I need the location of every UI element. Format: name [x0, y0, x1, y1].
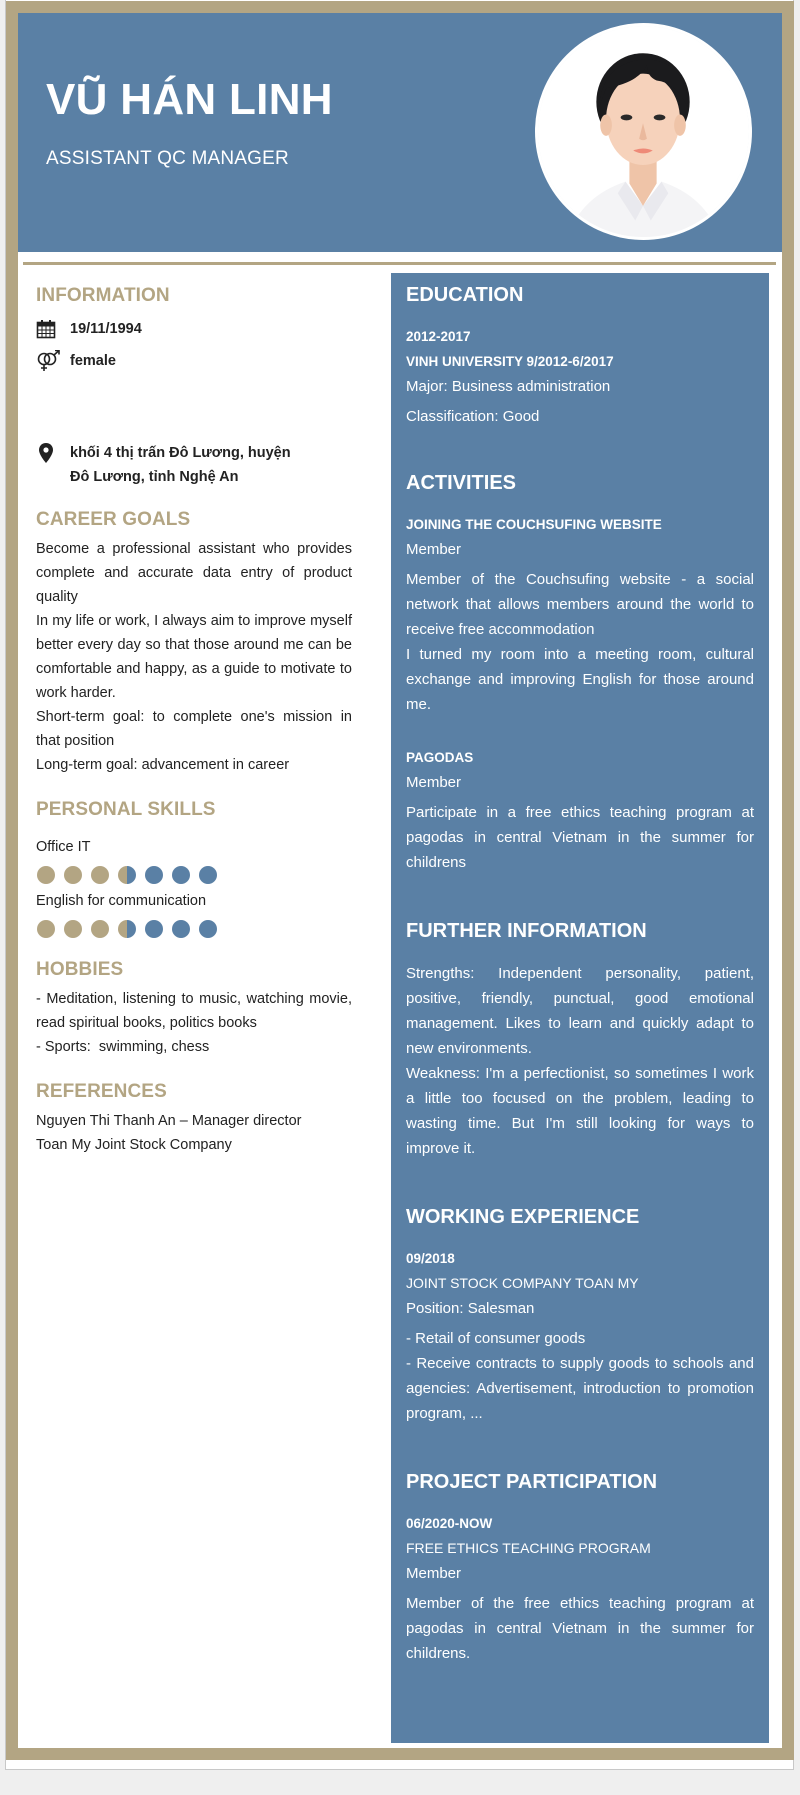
skill-label: Office IT	[36, 839, 91, 855]
section-heading-personal-skills: PERSONAL SKILLS	[36, 799, 216, 820]
work-company: JOINT STOCK COMPANY TOAN MY	[406, 1275, 639, 1291]
education-school: VINH UNIVERSITY 9/2012-6/2017	[406, 354, 614, 369]
skill-rating	[37, 865, 352, 885]
job-title: ASSISTANT QC MANAGER	[46, 148, 289, 169]
section-heading-project-participation: PROJECT PARTICIPATION	[406, 1471, 658, 1493]
section-heading-education: EDUCATION	[406, 284, 524, 306]
activity-description: Member of the Couchsufing website - a social network that allows members around the world to receive free accommodation	[406, 571, 754, 638]
birthday-row	[36, 317, 352, 341]
activity-description: I turned my room into a meeting room, cultural exchange and improving English for those around me.	[406, 646, 754, 713]
gender-icon	[36, 349, 70, 373]
section-heading-further-information: FURTHER INFORMATION	[406, 920, 647, 942]
address-value: khối 4 thị trấn Đô Lương, huyện Đô Lương, tỉnh Nghệ An	[70, 445, 291, 485]
project-name: FREE ETHICS TEACHING PROGRAM	[406, 1540, 651, 1556]
work-date: 09/2018	[406, 1251, 455, 1266]
activities-section	[406, 469, 754, 875]
work-position: Position: Salesman	[406, 1300, 535, 1317]
work-duty: - Receive contracts to supply goods to schools and agencies: Advertisement, introduction to promotion program, ...	[406, 1355, 754, 1422]
activity-role: Member	[406, 541, 462, 558]
rating-dot-filled	[91, 866, 109, 884]
further-information-section	[406, 917, 754, 1161]
candidate-name: VŨ HÁN LINH	[46, 75, 333, 124]
career-goal-line: In my life or work, I always aim to improve myself better every day so that those around me can be comfortable and happy, as a guide to motivate to work harder.	[36, 613, 352, 701]
education-period: 2012-2017	[406, 329, 471, 344]
personal-skills-section	[36, 797, 352, 939]
activity-title: PAGODAS	[406, 750, 474, 765]
career-goal-line: Short-term goal: to complete one's mission in that position	[36, 709, 352, 749]
cv-document	[6, 1, 794, 1760]
gender-value: female	[70, 353, 116, 369]
career-goal-line: Become a professional assistant who provides complete and accurate data entry of product quality	[36, 541, 352, 605]
project-participation-section	[406, 1468, 754, 1666]
rating-dot-empty	[145, 866, 163, 884]
section-heading-information: INFORMATION	[36, 285, 170, 306]
reference-line: Nguyen Thi Thanh An – Manager director	[36, 1113, 302, 1129]
skill-rating	[37, 919, 352, 939]
hobby-line: - Meditation, listening to music, watching movie, read spiritual books, politics books	[36, 991, 352, 1031]
calendar-icon	[36, 317, 70, 341]
rating-dot-empty	[199, 866, 217, 884]
cv-content	[18, 13, 782, 1748]
further-info-line: Strengths: Independent personality, patient, positive, friendly, punctual, good emotional management. Likes to learn and quickly adapt to new environments.	[406, 965, 754, 1057]
cv-header	[18, 13, 782, 252]
work-duty: - Retail of consumer goods	[406, 1330, 586, 1347]
left-column	[36, 283, 352, 1157]
rating-dot-filled	[64, 920, 82, 938]
rating-dot-filled	[37, 866, 55, 884]
rating-dot-empty	[172, 920, 190, 938]
project-date: 06/2020-NOW	[406, 1516, 493, 1531]
rating-dot-filled	[91, 920, 109, 938]
career-goal-line: Long-term goal: advancement in career	[36, 757, 290, 773]
hobby-line: - Sports: swimming, chess	[36, 1039, 210, 1055]
header-divider	[23, 262, 776, 265]
section-heading-activities: ACTIVITIES	[406, 472, 517, 494]
project-description: Member of the free ethics teaching program at pagodas in central Vietnam in the summer for childrens.	[406, 1595, 754, 1662]
rating-dot-filled	[64, 866, 82, 884]
rating-dot-empty	[172, 866, 190, 884]
activity-role: Member	[406, 774, 462, 791]
career-goals-section	[36, 507, 352, 777]
activity-title: JOINING THE COUCHSUFING WEBSITE	[406, 517, 662, 532]
rating-dot-half	[118, 866, 136, 884]
section-heading-references: REFERENCES	[36, 1081, 167, 1102]
further-info-line: Weakness: I'm a perfectionist, so sometimes I work a little too focused on the problem, leading to wasting time. But I'm still looking for ways to improve it.	[406, 1065, 754, 1157]
right-column	[391, 273, 769, 1743]
project-role: Member	[406, 1565, 462, 1582]
address-row	[36, 441, 352, 489]
activity-description: Participate in a free ethics teaching program at pagodas in central Vietnam in the summer for childrens	[406, 804, 754, 871]
skill-label: English for communication	[36, 893, 207, 909]
hobbies-section	[36, 957, 352, 1059]
profile-photo-icon	[538, 26, 749, 237]
gender-row	[36, 349, 352, 373]
education-section	[406, 273, 754, 429]
rating-dot-filled	[37, 920, 55, 938]
section-heading-working-experience: WORKING EXPERIENCE	[406, 1206, 640, 1228]
section-heading-hobbies: HOBBIES	[36, 959, 124, 980]
education-major: Major: Business administration	[406, 378, 611, 395]
avatar	[535, 23, 752, 240]
working-experience-section	[406, 1203, 754, 1426]
map-marker-icon	[36, 441, 70, 465]
reference-line: Toan My Joint Stock Company	[36, 1137, 232, 1153]
section-heading-career-goals: CAREER GOALS	[36, 509, 191, 530]
education-classification: Classification: Good	[406, 408, 540, 425]
references-section	[36, 1079, 352, 1157]
information-section	[36, 283, 352, 489]
birthday-value: 19/11/1994	[70, 321, 142, 337]
rating-dot-empty	[145, 920, 163, 938]
rating-dot-half	[118, 920, 136, 938]
rating-dot-empty	[199, 920, 217, 938]
